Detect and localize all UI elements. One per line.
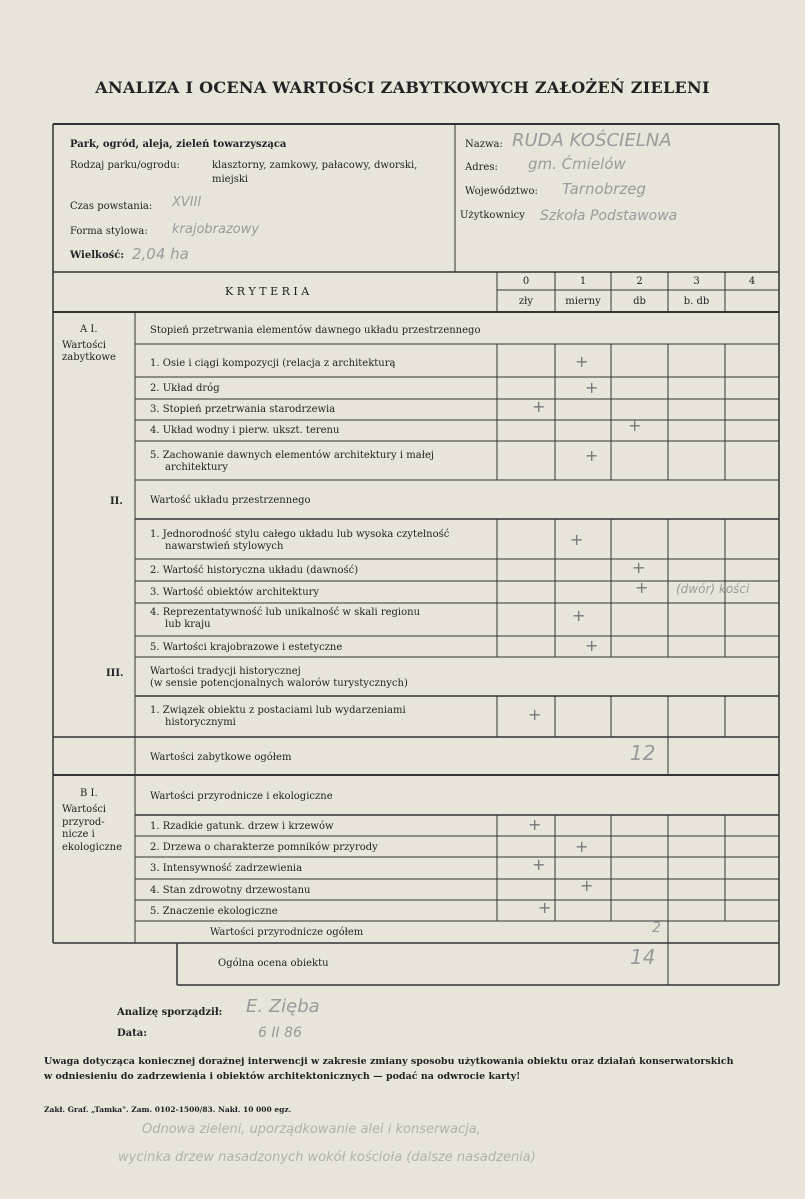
score-mark: +: [635, 578, 649, 597]
group-iii-number: III.: [106, 668, 124, 679]
row-a1-5-cont: architektury: [165, 462, 228, 473]
row-a2-2: 2. Wartość historyczna układu (dawność): [150, 565, 359, 576]
row-a2-1-cont: nawarstwień stylowych: [165, 541, 284, 552]
score-mark: +: [532, 397, 546, 416]
score-mark: +: [585, 378, 599, 397]
ogolna-label: Ogólna ocena obiektu: [218, 958, 329, 969]
row-b-4: 4. Stan zdrowotny drzewostanu: [150, 885, 311, 896]
rodzaj-label: Rodzaj parku/ogrodu:: [70, 160, 180, 171]
row-b-2: 2. Drzewa o charakterze pomników przyrody: [150, 842, 378, 853]
group-2-heading: Wartość układu przestrzennego: [150, 495, 311, 506]
score-mark: +: [585, 636, 599, 655]
section-a-label: A I.: [80, 324, 98, 335]
wielkosc-value: 2,04 ha: [132, 245, 189, 263]
architecture-note: (dwór) kości: [676, 582, 750, 596]
col-1-label: mierny: [565, 296, 601, 307]
row-a1-3: 3. Stopień przetrwania starodrzewia: [150, 404, 336, 415]
score-mark: +: [632, 558, 646, 577]
col-1-number: 1: [579, 276, 587, 287]
reverse-note-2: wycinka drzew nasadzonych wokół kościoła (dalsze nasadzenia): [118, 1150, 536, 1165]
score-mark: +: [575, 352, 589, 371]
row-a1-2: 2. Układ dróg: [150, 383, 220, 394]
section-b-heading: Wartości przyrodnicze i ekologiczne: [150, 791, 333, 802]
row-b-5: 5. Znaczenie ekologiczne: [150, 906, 278, 917]
row-a2-1: 1. Jednorodność stylu całego układu lub wysoka czytelność: [150, 529, 450, 540]
section-a-label-2: Wartości: [62, 340, 107, 351]
row-a2-4-cont: lub kraju: [165, 619, 211, 630]
col-2-number: 2: [636, 276, 643, 287]
score-mark: +: [572, 606, 586, 625]
col-0-number: 0: [522, 276, 530, 287]
section-a-label-3: zabytkowe: [62, 352, 116, 363]
forma-value: krajobrazowy: [172, 222, 260, 237]
group-3-subheading: (w sensie potencjonalnych walorów turystycznych): [150, 678, 408, 689]
row-a2-3: 3. Wartość obiektów architektury: [150, 587, 320, 598]
score-mark: +: [628, 416, 642, 435]
col-0-label: zły: [518, 296, 534, 307]
reverse-note-1: Odnowa zieleni, uporządkowanie alei i konserwacja,: [142, 1122, 481, 1137]
wojewodztwo-value: Tarnobrzeg: [562, 180, 646, 198]
col-3-label: b. db: [683, 296, 710, 307]
zabytkowe-total-label: Wartości zabytkowe ogółem: [150, 752, 292, 763]
nazwa-label: Nazwa:: [465, 139, 503, 150]
printer-imprint: Zakł. Graf. „Tamka". Zam. 0102-1500/83. Nakł. 10 000 egz.: [44, 1105, 292, 1114]
wielkosc-label: Wielkość:: [70, 250, 125, 261]
col-2-label: db: [633, 296, 646, 307]
score-mark: +: [575, 837, 589, 856]
uzytkownicy-value: Szkoła Podstawowa: [540, 208, 678, 224]
kryteria-label: K R Y T E R I A: [225, 285, 310, 298]
row-a3-1: 1. Związek obiektu z postaciami lub wydarzeniami: [150, 705, 406, 716]
page-title: ANALIZA I OCENA WARTOŚCI ZABYTKOWYCH ZAŁOŻEŃ ZIELENI: [95, 78, 710, 97]
wojewodztwo-label: Województwo:: [465, 186, 538, 197]
nazwa-value: RUDA KOŚCIELNA: [512, 130, 672, 151]
row-a1-5: 5. Zachowanie dawnych elementów architektury i małej: [150, 450, 434, 461]
score-mark: +: [532, 855, 546, 874]
data-value: 6 II 86: [258, 1025, 302, 1041]
czas-label: Czas powstania:: [70, 201, 153, 212]
park-label: Park, ogród, aleja, zieleń towarzysząca: [70, 139, 287, 150]
forma-label: Forma stylowa:: [70, 226, 148, 237]
section-b-label-4: nicze i: [62, 829, 95, 840]
row-a2-5: 5. Wartości krajobrazowe i estetyczne: [150, 642, 343, 653]
score-mark: +: [580, 876, 594, 895]
group-1-heading: Stopień przetrwania elementów dawnego układu przestrzennego: [150, 325, 481, 336]
section-b-label: B I.: [80, 788, 98, 799]
col-3-number: 3: [693, 276, 700, 287]
zabytkowe-total-value: 12: [630, 741, 656, 765]
score-mark: +: [528, 705, 542, 724]
row-a3-1-cont: historycznymi: [165, 717, 236, 728]
rodzaj-options: klasztorny, zamkowy, pałacowy, dworski,: [212, 160, 418, 171]
uwaga-line-2: w odniesieniu do zadrzewienia i obiektów architektonicznych — podać na odwrocie karty!: [44, 1071, 521, 1082]
analiza-label: Analizę sporządził:: [117, 1007, 223, 1018]
ogolna-value: 14: [630, 945, 656, 969]
score-mark: +: [528, 815, 542, 834]
score-mark: +: [538, 898, 552, 917]
score-mark: +: [570, 530, 584, 549]
group-ii-number: II.: [110, 496, 123, 507]
row-a2-4: 4. Reprezentatywność lub unikalność w skali regionu: [150, 607, 421, 618]
przyrodnicze-total-label: Wartości przyrodnicze ogółem: [210, 927, 364, 938]
analiza-signature: E. Zięba: [246, 996, 320, 1017]
adres-value: gm. Ćmielów: [528, 155, 626, 173]
section-b-label-2: Wartości: [62, 804, 107, 815]
adres-label: Adres:: [465, 162, 498, 173]
row-a1-4: 4. Układ wodny i pierw. ukszt. terenu: [150, 425, 340, 436]
uwaga-line-1: Uwaga dotycząca koniecznej doraźnej interwencji w zakresie zmiany sposobu użytkowania obiektu oraz działań konserwatorskich: [44, 1056, 734, 1067]
section-b-label-5: ekologiczne: [62, 842, 123, 853]
section-b-label-3: przyrod-: [62, 817, 105, 828]
row-b-3: 3. Intensywność zadrzewienia: [150, 863, 303, 874]
przyrodnicze-total-value: 2: [652, 920, 661, 936]
col-4-number: 4: [748, 276, 756, 287]
uzytkownicy-label: Użytkownicy: [460, 210, 525, 221]
group-3-heading: Wartości tradycji historycznej: [150, 666, 301, 677]
data-label: Data:: [117, 1028, 147, 1039]
czas-value: XVIII: [172, 195, 202, 210]
rodzaj-options-2: miejski: [212, 174, 249, 185]
score-mark: +: [585, 446, 599, 465]
row-a1-1: 1. Osie i ciągi kompozycji (relacja z architekturą: [150, 358, 396, 369]
row-b-1: 1. Rzadkie gatunk. drzew i krzewów: [150, 821, 334, 832]
